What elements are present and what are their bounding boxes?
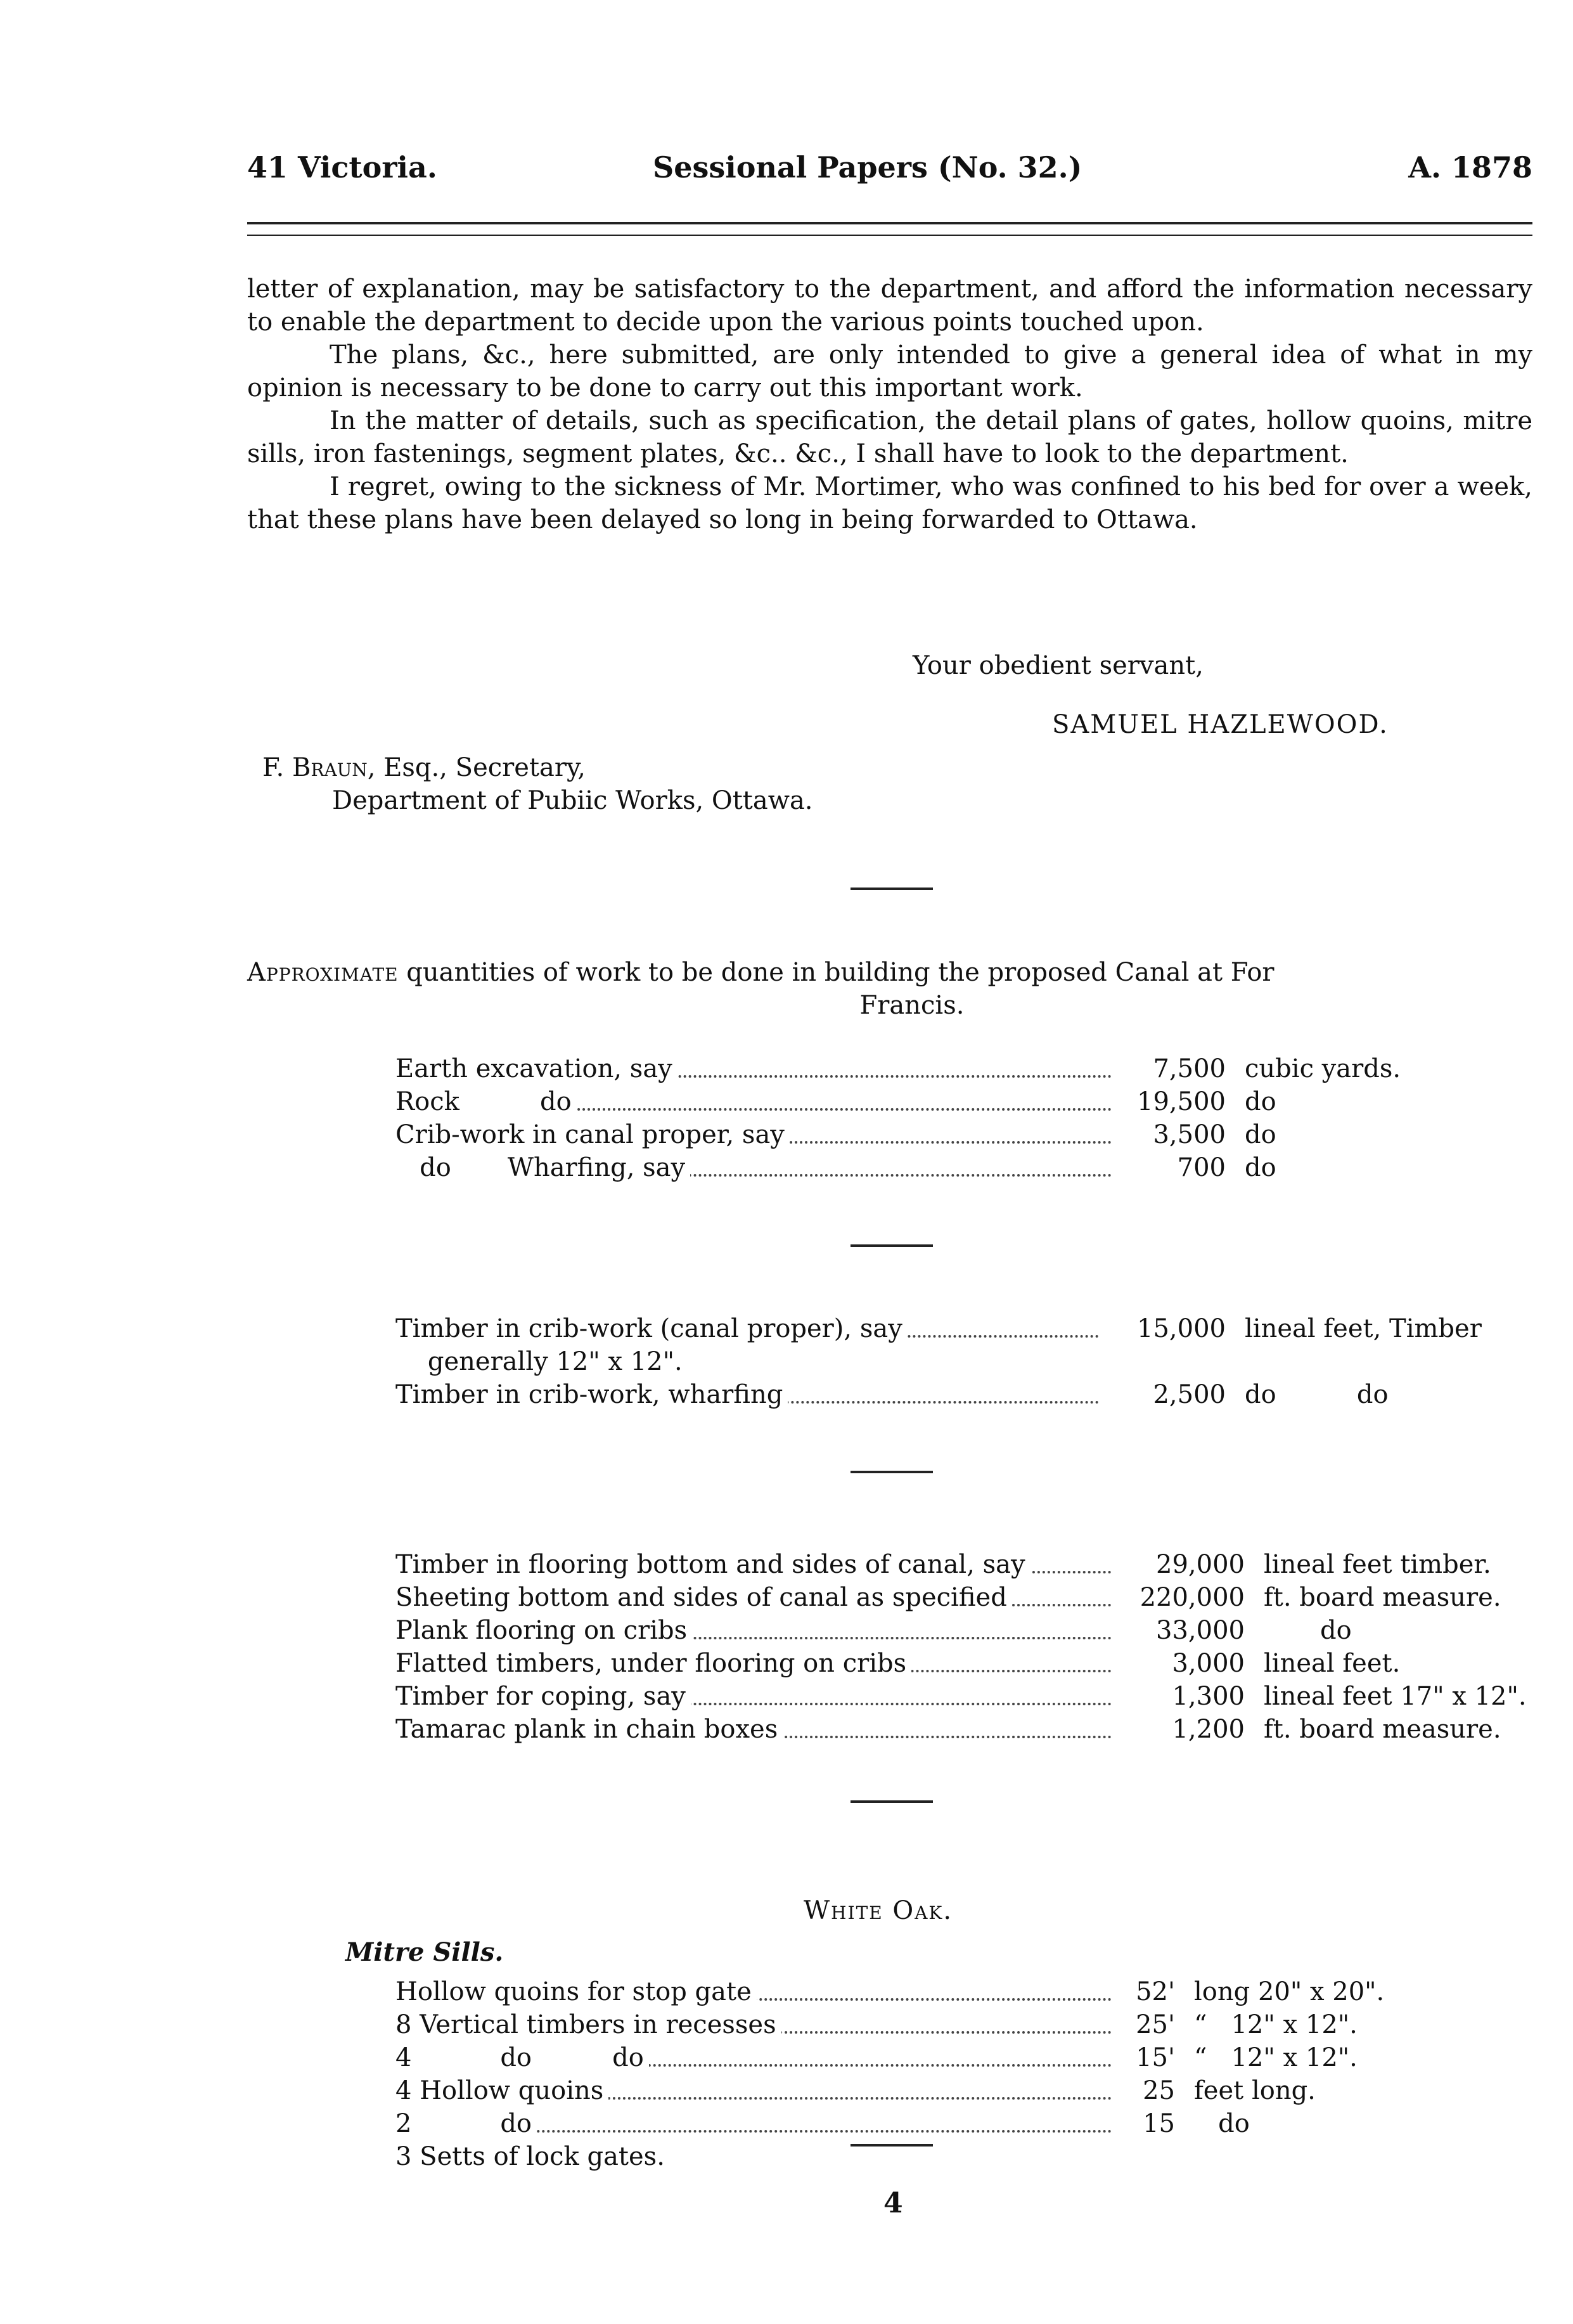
approx-heading-line2: Francis.	[859, 991, 965, 1020]
table-row	[395, 2074, 1384, 2107]
addressee-title: , Esq., Secretary,	[367, 753, 586, 782]
quantities-table-2	[395, 1312, 1482, 1411]
item-quantity: 15,000	[1137, 1314, 1226, 1343]
item-description: 4 do do	[395, 2041, 1112, 2074]
table-row	[395, 1312, 1482, 1345]
item-description: generally 12" x 12".	[395, 1345, 1099, 1378]
item-unit: “ 12" x 12".	[1194, 2010, 1358, 2039]
item-description: 4 Hollow quoins	[395, 2074, 1112, 2107]
mitre-sills-subheading: Mitre Sills.	[345, 1937, 504, 1967]
letter-signature: SAMUEL HAZLEWOOD.	[1052, 710, 1389, 739]
section-rule-5	[851, 2144, 933, 2146]
item-description: Rock do	[395, 1085, 1112, 1118]
item-quantity: 3,500	[1153, 1120, 1226, 1149]
item-unit: do	[1194, 2109, 1250, 2138]
table-row	[395, 1345, 1482, 1378]
item-description: Timber in crib-work (canal proper), say	[395, 1312, 1099, 1345]
item-quantity: 15	[1143, 2109, 1175, 2138]
item-description: Plank flooring on cribs	[395, 1614, 1112, 1647]
table-row	[395, 1151, 1401, 1184]
item-quantity: 52'	[1136, 1977, 1175, 2006]
header-rule	[247, 222, 1532, 236]
item-description: Crib-work in canal proper, say	[395, 1118, 1112, 1151]
letter-paragraph-4: I regret, owing to the sickness of Mr. Mortimer, who was confined to his bed for over a week, that these plans have been delayed so long in being forwarded to Ottawa.	[247, 472, 1532, 534]
item-unit: do	[1245, 1120, 1276, 1149]
white-oak-heading: White Oak.	[804, 1896, 953, 1925]
table-row	[395, 1975, 1384, 2008]
letter-paragraph-1: letter of explanation, may be satisfactory to the department, and afford the information necessary to enable the department to decide upon the various points touched upon.	[247, 274, 1532, 337]
table-row	[395, 1647, 1527, 1680]
table-row	[395, 1085, 1401, 1118]
table-row	[395, 1614, 1527, 1647]
item-unit: “ 12" x 12".	[1194, 2043, 1358, 2072]
table-row	[395, 1118, 1401, 1151]
item-quantity: 33,000	[1156, 1616, 1245, 1645]
addressee-initial: F.	[262, 753, 285, 782]
item-description: Earth excavation, say	[395, 1052, 1112, 1085]
item-quantity: 25'	[1136, 2010, 1175, 2039]
table-row	[395, 2041, 1384, 2074]
item-quantity: 3,000	[1172, 1649, 1245, 1678]
item-description: Sheeting bottom and sides of canal as specified	[395, 1581, 1112, 1614]
item-quantity: 19,500	[1137, 1087, 1226, 1116]
addressee-surname: Braun	[292, 753, 368, 782]
quantities-table-1	[395, 1052, 1401, 1184]
item-unit: ft. board measure.	[1264, 1715, 1501, 1744]
running-header	[247, 151, 1532, 189]
letter-body	[247, 273, 1532, 536]
section-rule-1	[851, 888, 933, 890]
item-description: Timber for coping, say	[395, 1680, 1112, 1713]
item-unit: lineal feet timber.	[1264, 1550, 1491, 1579]
table-row	[395, 1680, 1527, 1713]
page-number: 4	[883, 2187, 903, 2219]
table-row	[395, 1581, 1527, 1614]
item-quantity: 1,300	[1172, 1682, 1245, 1711]
item-unit	[1240, 1345, 1482, 1378]
item-description: 2 do	[395, 2107, 1112, 2140]
table-row	[395, 1052, 1401, 1085]
item-description: Timber in flooring bottom and sides of canal, say	[395, 1548, 1112, 1581]
item-quantity	[1099, 1345, 1240, 1378]
item-description: 3 Setts of lock gates.	[395, 2140, 1112, 2173]
table-row	[395, 1378, 1482, 1411]
letter-paragraph-2: The plans, &c., here submitted, are only intended to give a general idea of what in my opinion is necessary to be done to carry out this important work.	[247, 340, 1532, 403]
addressee-line-2: Department of Pubiic Works, Ottawa.	[332, 786, 813, 815]
quantities-table-3	[395, 1548, 1527, 1746]
section-rule-4	[851, 1800, 933, 1803]
section-rule-2	[851, 1244, 933, 1247]
item-quantity: 7,500	[1153, 1054, 1226, 1083]
section-rule-3	[851, 1471, 933, 1473]
item-unit: cubic yards.	[1245, 1054, 1401, 1083]
item-description: 8 Vertical timbers in recesses	[395, 2008, 1112, 2041]
letter-addressee	[262, 751, 813, 817]
addressee-line-1	[262, 751, 813, 784]
header-session: 41 Victoria.	[247, 150, 437, 184]
letter-paragraph-3: In the matter of details, such as specification, the detail plans of gates, hollow quoins, mitre sills, iron fastenings, segment plates, &c.. &c., I shall have to look to the department.	[247, 406, 1532, 468]
approx-heading-text: quantities of work to be done in building the proposed Canal at For	[398, 958, 1274, 987]
table-row	[395, 1713, 1527, 1746]
item-quantity: 29,000	[1156, 1550, 1245, 1579]
item-description: Timber in crib-work, wharfing	[395, 1378, 1099, 1411]
letter-closing: Your obedient servant,	[913, 651, 1204, 680]
item-quantity: 25	[1143, 2076, 1175, 2105]
item-description: Flatted timbers, under flooring on cribs	[395, 1647, 1112, 1680]
item-unit: lineal feet 17" x 12".	[1264, 1682, 1527, 1711]
item-quantity: 700	[1177, 1153, 1226, 1182]
table-row	[395, 1548, 1527, 1581]
approx-heading-sc: Approximate	[247, 958, 399, 987]
header-year: A. 1878	[1408, 150, 1532, 184]
item-quantity: 1,200	[1172, 1715, 1245, 1744]
item-description: Hollow quoins for stop gate	[395, 1975, 1112, 2008]
item-unit: long 20" x 20".	[1194, 1977, 1385, 2006]
item-description: Tamarac plank in chain boxes	[395, 1713, 1112, 1746]
item-quantity: 220,000	[1140, 1583, 1245, 1612]
item-unit: lineal feet, Timber	[1245, 1314, 1482, 1343]
approx-heading	[247, 956, 1532, 1022]
item-quantity: 2,500	[1153, 1380, 1226, 1409]
item-unit: lineal feet.	[1264, 1649, 1401, 1678]
item-unit: do	[1264, 1616, 1352, 1645]
item-unit: feet long.	[1194, 2076, 1316, 2105]
item-unit: ft. board measure.	[1264, 1583, 1501, 1612]
item-quantity	[1112, 2140, 1189, 2173]
item-unit: do do	[1245, 1380, 1389, 1409]
item-unit	[1189, 2140, 1384, 2173]
item-quantity: 15'	[1136, 2043, 1175, 2072]
item-unit: do	[1245, 1153, 1276, 1182]
item-unit: do	[1245, 1087, 1276, 1116]
item-description: do Wharfing, say	[395, 1151, 1112, 1184]
header-title: Sessional Papers (No. 32.)	[653, 150, 1082, 184]
table-row	[395, 2008, 1384, 2041]
table-row	[395, 2107, 1384, 2140]
